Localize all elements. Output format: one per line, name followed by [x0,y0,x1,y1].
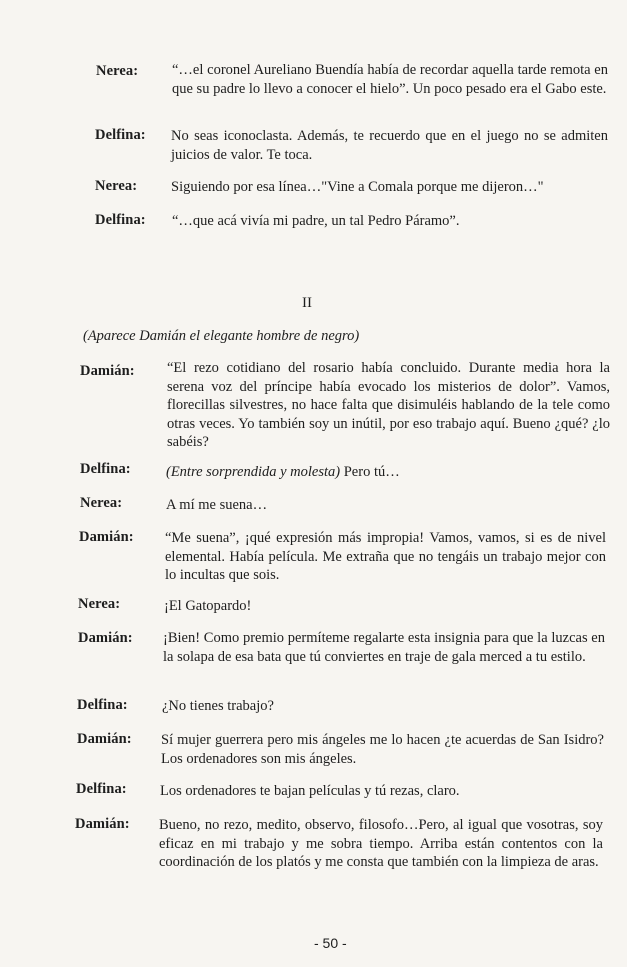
speaker-name: Damián: [78,630,133,646]
speaker-name: Delfina: [80,461,131,477]
speech-text: Sí mujer guerrera pero mis ángeles me lo hacen ¿te acuerdas de San Isidro? Los ordenadores son mis ángeles. [161,732,604,767]
speaker-name: Delfina: [76,781,127,797]
speaker-name: Nerea: [96,63,139,79]
speech-text: Pero tú… [340,464,400,480]
speech-text: ¡Bien! Como premio permíteme regalarte esta insignia para que la luzcas en la solapa de esa bata que tú conviertes en traje de gala merced a tu estilo. [163,630,605,665]
speech-text [166,463,606,482]
speech-text: Bueno, no rezo, medito, observo, filosofo…Pero, al igual que vosotras, soy eficaz en mi trabajo y me sobra tiempo. Arriba están contentos con la coordinación de los platós y me consta que también con la limpieza de aras. [159,817,603,870]
speech-text: “El rezo cotidiano del rosario había concluido. Durante media hora la serena voz del príncipe había evocado los misterios de dolor”. Vamos, florecillas silvestres, no hace falta que disimuléis hablando de la tele como otras veces. Yo también soy un inútil, por eso trabajo aquí. Bueno ¿qué? ¿lo sabéis? [167,360,610,450]
page-number: - 50 - [314,935,347,951]
speaker-name: Delfina: [77,697,128,713]
speech-text: “Me suena”, ¡qué expresión más impropia! Vamos, vamos, si es de nivel elemental. Había película. Me extraña que no tengáis un trabajo mejor con lo incultas que sois. [165,530,606,583]
stage-direction: (Aparece Damián el elegante hombre de negro) [83,328,360,344]
speaker-name: Damián: [77,731,132,747]
speech-text: Los ordenadores te bajan películas y tú rezas, claro. [160,783,460,799]
speaker-name: Nerea: [95,178,138,194]
speech-text: ¿No tienes trabajo? [162,698,274,714]
speech-text: “…que acá vivía mi padre, un tal Pedro Páramo”. [172,213,460,229]
speaker-name: Delfina: [95,127,146,143]
stage-direction: (Entre sorprendida y molesta) [166,464,341,480]
speaker-name: Nerea: [78,596,121,612]
speech-text: “…el coronel Aureliano Buendía había de recordar aquella tarde remota en que su padre lo llevo a conocer el hielo”. Un poco pesado era el Gabo este. [172,62,608,97]
speech-text: Siguiendo por esa línea…"Vine a Comala porque me dijeron…" [171,179,544,195]
section-number: II [302,295,312,311]
speaker-name: Delfina: [95,212,146,228]
speech-text: No seas iconoclasta. Además, te recuerdo que en el juego no se admiten juicios de valor. Te toca. [171,128,608,163]
speaker-name: Damián: [75,816,130,832]
speaker-name: Damián: [79,529,134,545]
speaker-name: Damián: [80,363,135,379]
speech-text: A mí me suena… [166,497,268,513]
speech-text: ¡El Gatopardo! [164,598,252,614]
speaker-name: Nerea: [80,495,123,511]
